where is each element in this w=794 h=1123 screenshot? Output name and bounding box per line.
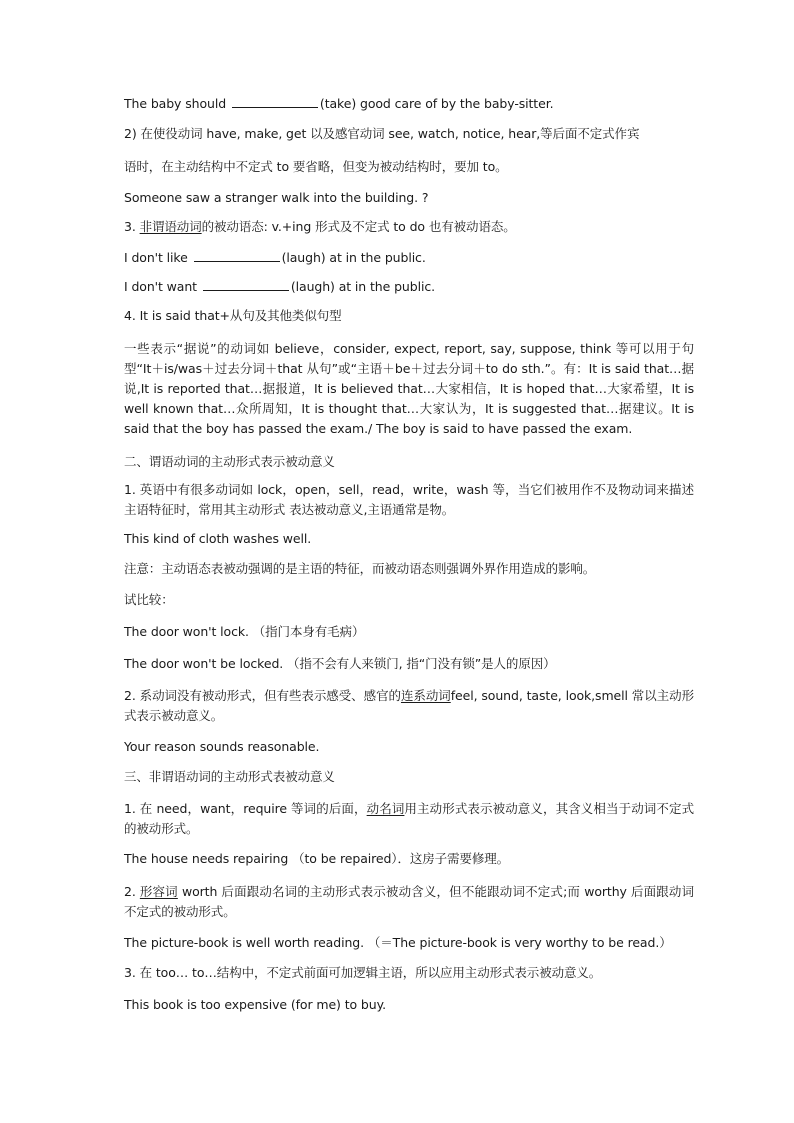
section-heading-active-form: 二、谓语动词的主动形式表示被动意义 (124, 454, 335, 469)
example-sentence-like: I don't like (laugh) at in the public. (124, 250, 426, 265)
paragraph-reported-verbs: 一些表示“据说”的动词如 believe，consider, expect, report, say, suppose, think 等可以用于句型“It＋is/was＋过去分词＋that 从句”或“主语＋be＋过去分词＋to do sth.”。有：It is said that…据说,It is reported that…据报道，It is believed that…大家相信，It is hoped that…大家希望，It is well known that…众所周知，It is thought that…大家认为，It is suggested that…据建议。It is said that the boy has passed the exam./ The boy is said to have passed the exam. (124, 341, 694, 436)
fill-in-blank[interactable] (203, 277, 289, 291)
example-sentence-door-locked: The door won't be locked. （指不会有人来锁门, 指“门没有锁”是人的原因） (124, 656, 556, 671)
rule-too-to: 3. 在 too… to…结构中，不定式前面可加逻辑主语，所以应用主动形式表示被动意义。 (124, 965, 602, 980)
example-sentence-cloth: This kind of cloth washes well. (124, 531, 312, 546)
fill-in-blank[interactable] (194, 248, 280, 262)
example-sentence-door-lock: The door won't lock. （指门本身有毛病） (124, 624, 365, 639)
rule-causative-verbs-cont: 语时，在主动结构中不定式 to 要省略，但变为被动结构时，要加 to。 (124, 159, 508, 174)
example-sentence-house: The house needs repairing （to be repaired）．这房子需要修理。 (124, 851, 510, 866)
example-sentence-want: I don't want (laugh) at in the public. (124, 279, 435, 294)
term-link[interactable]: 形容词 (139, 884, 178, 899)
section-heading-nonfinite-active: 三、非谓语动词的主动形式表被动意义 (124, 769, 335, 784)
paragraph-worth: 2. 形容词 worth 后面跟动名词的主动形式表示被动含义，但不能跟动词不定式;而 worthy 后面跟动词不定式的被动形式。 (124, 884, 694, 919)
paragraph-intransitive-verbs: 1. 英语中有很多动词如 lock，open，sell，read，write，wash 等，当它们被用作不及物动词来描述主语特征时，常用其主动形式 表达被动意义,主语通常是物。 (124, 482, 694, 517)
rule-causative-verbs: 2) 在使役动词 have, make, get 以及感官动词 see, watch, notice, hear,等后面不定式作宾 (124, 126, 640, 141)
fill-in-blank[interactable] (232, 94, 318, 108)
section-heading-it-is-said: 4. It is said that+从句及其他类似句型 (124, 308, 342, 323)
compare-label: 试比较： (124, 592, 174, 607)
term-link[interactable]: 非谓语动词 (139, 219, 202, 234)
rule-nonfinite-passive: 3. 非谓语动词的被动语态: v.+ing 形式及不定式 to do 也有被动语态。 (124, 219, 516, 234)
paragraph-linking-verbs: 2. 系动词没有被动形式，但有些表示感受、感官的连系动词feel, sound, taste, look,smell 常以主动形式表示被动意义。 (124, 688, 694, 723)
example-sentence-book: This book is too expensive (for me) to buy. (124, 997, 386, 1012)
note-paragraph: 注意：主动语态表被动强调的是主语的特征，而被动语态则强调外界作用造成的影响。 (124, 561, 596, 576)
example-sentence-reason: Your reason sounds reasonable. (124, 739, 320, 754)
example-sentence-stranger: Someone saw a stranger walk into the building. ? (124, 190, 429, 205)
example-sentence-picture-book: The picture-book is well worth reading. （＝The picture-book is very worthy to be read.） (124, 935, 672, 950)
paragraph-gerund: 1. 在 need，want，require 等词的后面，动名词用主动形式表示被动意义，其含义相当于动词不定式的被动形式。 (124, 801, 694, 836)
example-sentence-baby: The baby should (take) good care of by the baby-sitter. (124, 96, 554, 111)
term-link[interactable]: 连系动词 (400, 688, 451, 703)
term-link[interactable]: 动名词 (366, 801, 405, 816)
